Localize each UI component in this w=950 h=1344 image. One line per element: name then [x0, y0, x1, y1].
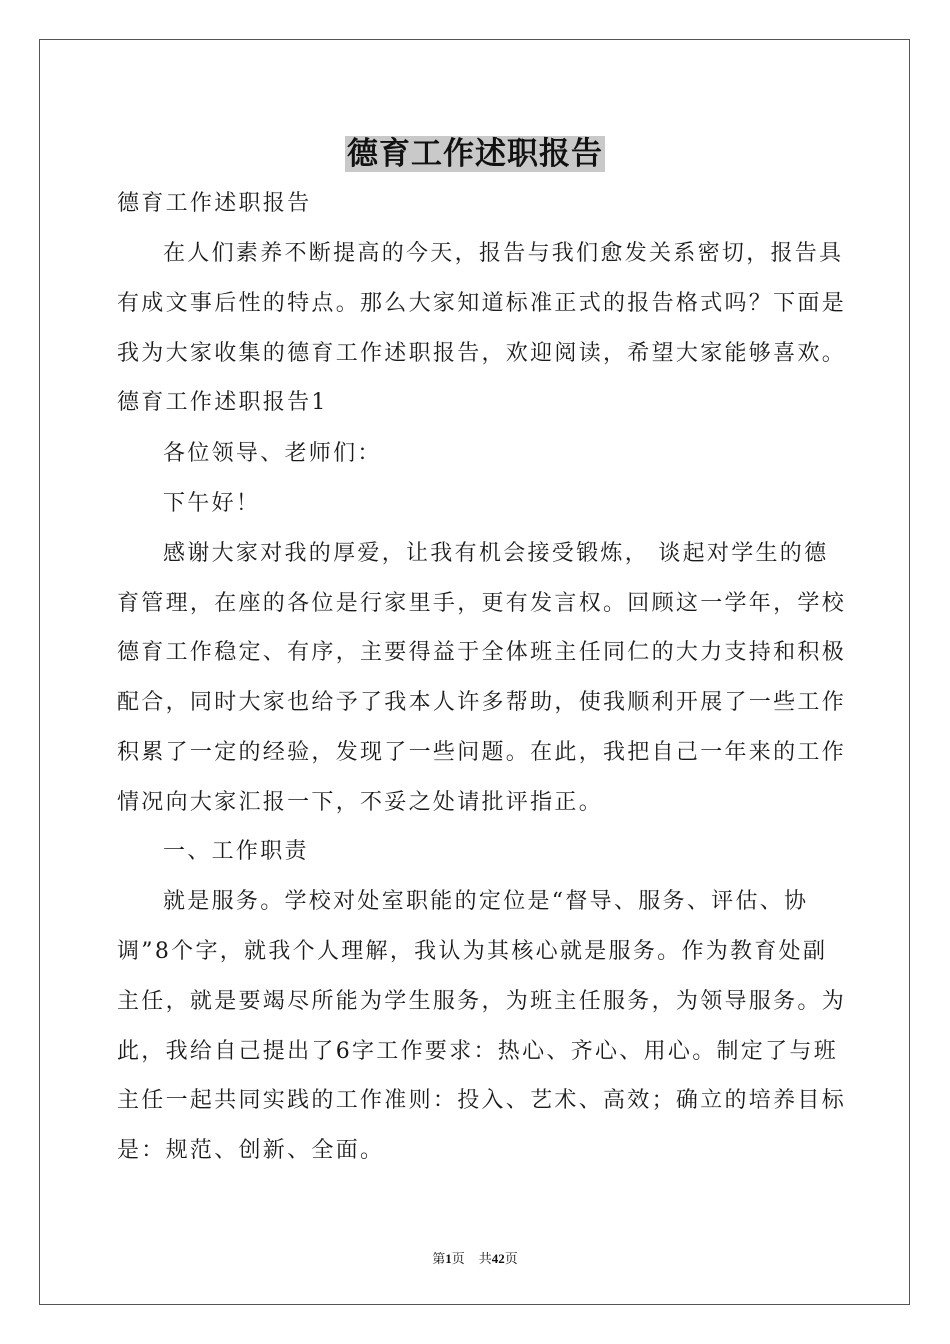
subtitle-line: 德育工作述职报告 [117, 191, 312, 216]
paragraph-line: 感谢大家对我的厚爱，让我有机会接受锻炼， 谈起对学生的德 [163, 541, 829, 566]
paragraph-line: 我为大家收集的德育工作述职报告，欢迎阅读，希望大家能够喜欢。 [117, 341, 847, 366]
paragraph-line: 调”8个字，就我个人理解，我认为其核心就是服务。作为教育处副 [117, 939, 828, 964]
total-suffix: 页 [504, 1251, 518, 1266]
paragraph-line: 情况向大家汇报一下，不妥之处请批评指正。 [117, 790, 604, 815]
salutation: 各位领导、老师们： [163, 441, 382, 466]
paragraph-line: 此，我给自己提出了6字工作要求：热心、齐心、用心。制定了与班 [117, 1039, 838, 1064]
paragraph-line: 就是服务。学校对处室职能的定位是“督导、服务、评估、协 [163, 889, 809, 914]
subsection-heading: 一、工作职责 [163, 839, 309, 864]
paragraph-line: 在人们素养不断提高的今天，报告与我们愈发关系密切，报告具 [163, 241, 844, 266]
paragraph-line: 育管理，在座的各位是行家里手，更有发言权。回顾这一学年，学校 [117, 591, 847, 616]
greeting: 下午好！ [163, 491, 261, 516]
page-number: 1 [445, 1251, 452, 1266]
page-suffix: 页 [451, 1251, 465, 1266]
paragraph-line: 德育工作稳定、有序，主要得益于全体班主任同仁的大力支持和积极 [117, 640, 847, 665]
paragraph-line: 有成文事后性的特点。那么大家知道标准正式的报告格式吗？下面是 [117, 291, 847, 316]
page-prefix: 第 [432, 1251, 446, 1266]
page-footer [0, 1248, 950, 1267]
section-heading: 德育工作述职报告1 [117, 390, 328, 415]
paragraph-line: 主任一起共同实践的工作准则：投入、艺术、高效；确立的培养目标 [117, 1088, 847, 1113]
page-border [39, 39, 910, 1305]
total-pages: 42 [491, 1251, 505, 1266]
paragraph-line: 主任，就是要竭尽所能为学生服务，为班主任服务，为领导服务。为 [117, 989, 847, 1014]
total-prefix: 共 [478, 1251, 492, 1266]
paragraph-line: 配合，同时大家也给予了我本人许多帮助，使我顺利开展了一些工作 [117, 690, 847, 715]
paragraph-line: 积累了一定的经验，发现了一些问题。在此，我把自己一年来的工作 [117, 740, 847, 765]
document-title: 德育工作述职报告 [347, 136, 603, 172]
paragraph-line: 是：规范、创新、全面。 [117, 1138, 385, 1163]
